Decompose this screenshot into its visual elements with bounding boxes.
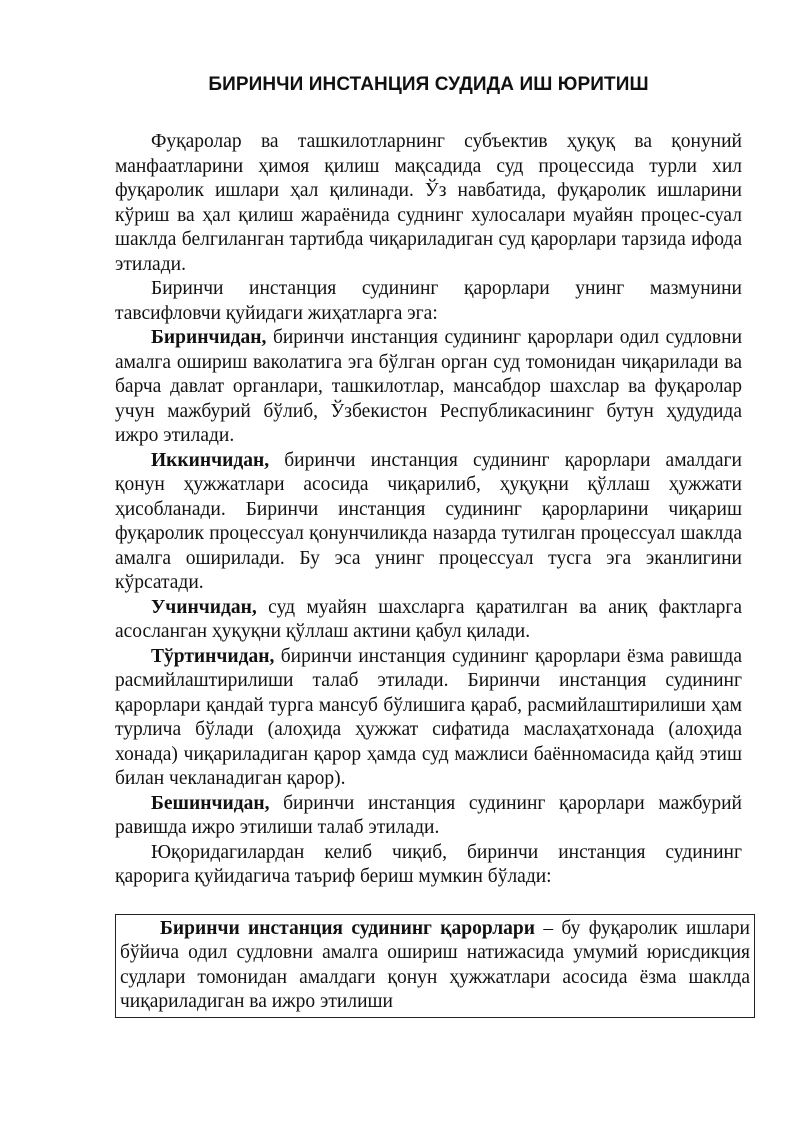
paragraph-text: Юқоридагилардан келиб чиқиб, биринчи инстанция судининг қарорига қуйидагича таъриф бериш мумкин бўлади: [115,841,742,887]
paragraph-third [115,596,742,645]
paragraph-fourth [115,645,742,792]
paragraph-intro [115,130,742,277]
definition-box [115,914,755,1018]
paragraph-conclusion [115,841,742,890]
paragraph-text: биринчи инстанция судининг қарорлари мажбурий равишда ижро этилиши талаб этилади. [115,792,742,838]
paragraph-second [115,449,742,596]
paragraph-lead: Тўртинчидан, [151,645,275,667]
paragraph-first [115,326,742,449]
paragraph-text: биринчи инстанция судининг қарорлари амалдаги қонун ҳужжатлари асосида чиқарилиб, ҳуқуқни қўллаш ҳужжати ҳисобланади. Биринчи инстанция судининг қарорларини чиқариш фуқаролик процессуал қонунчиликда назарда тутилган процессуал шаклда амалга оширилади. Бу эса унинг процессуал тусга эга эканлигини кўрсатади. [115,449,742,593]
document-page [115,72,750,1018]
paragraph-lead: Биринчидан, [151,327,267,348]
paragraph-lead: Иккинчидан, [151,449,270,471]
paragraph-text: суд муайян шахсларга қаратилган ва аниқ фактларга асосланган ҳуқуқни қўллаш актини қабул қилади. [115,596,742,642]
paragraph-fifth [115,792,742,841]
paragraph-text: биринчи инстанция судининг қарорлари одил судловни амалга ошириш ваколатига эга бўлган орган суд томонидан чиқарилади ва барча давлат органлари, ташкилотлар, мансабдор шахслар ва фуқаролар учун мажбурий бўлиб, Ўзбекистон Республикасининг бутун ҳудудида ижро этилади. [115,327,742,446]
paragraph-text: Биринчи инстанция судининг қарорлари унинг мазмунини тавсифловчи қуйидаги жиҳатларга эга: [115,278,742,324]
definition-text: – бу фуқаролик ишлари бўйича одил судловни амалга ошириш натижасида умумий юрисдикция судлари томонидан амалдаги қонун ҳужжатлари асосида ёзма шаклда чиқариладиган ва ижро этилиши [120,917,750,1012]
document-title: БИРИНЧИ ИНСТАНЦИЯ СУДИДА ИШ ЮРИТИШ [208,74,649,95]
paragraph-lead: Бешинчидан, [151,792,270,814]
paragraph-features-intro [115,277,742,326]
paragraph-lead: Учинчидан, [151,596,257,618]
paragraph-text: Фуқаролар ва ташкилотларнинг субъектив ҳуқуқ ва қонуний манфаатларини ҳимоя қилиш мақсадида суд процессида турли хил фуқаролик ишлари ҳал қилинади. Ўз навбатида, фуқаролик ишларини кўриш ва ҳал қилиш жараёнида суднинг хулосалари муайян процес-суал шаклда белгиланган тартибда чиқариладиган суд қарорлари тарзида ифода этилади. [115,131,742,275]
definition-lead: Биринчи инстанция судининг қарорлари [160,917,535,939]
paragraph-text: биринчи инстанция судининг қарорлари ёзма равишда расмийлаштирилиши талаб этилади. Биринчи инстанция судининг қарорлари қандай турга мансуб бўлишига қараб, расмийлаштирилиши ҳам турлича бўлади (алоҳида ҳужжат сифатида маслаҳатхонада (алоҳида хонада) чиқариладиган қарор ҳамда суд мажлиси баённомасида қайд этиш билан чекланадиган қарор). [115,645,742,789]
